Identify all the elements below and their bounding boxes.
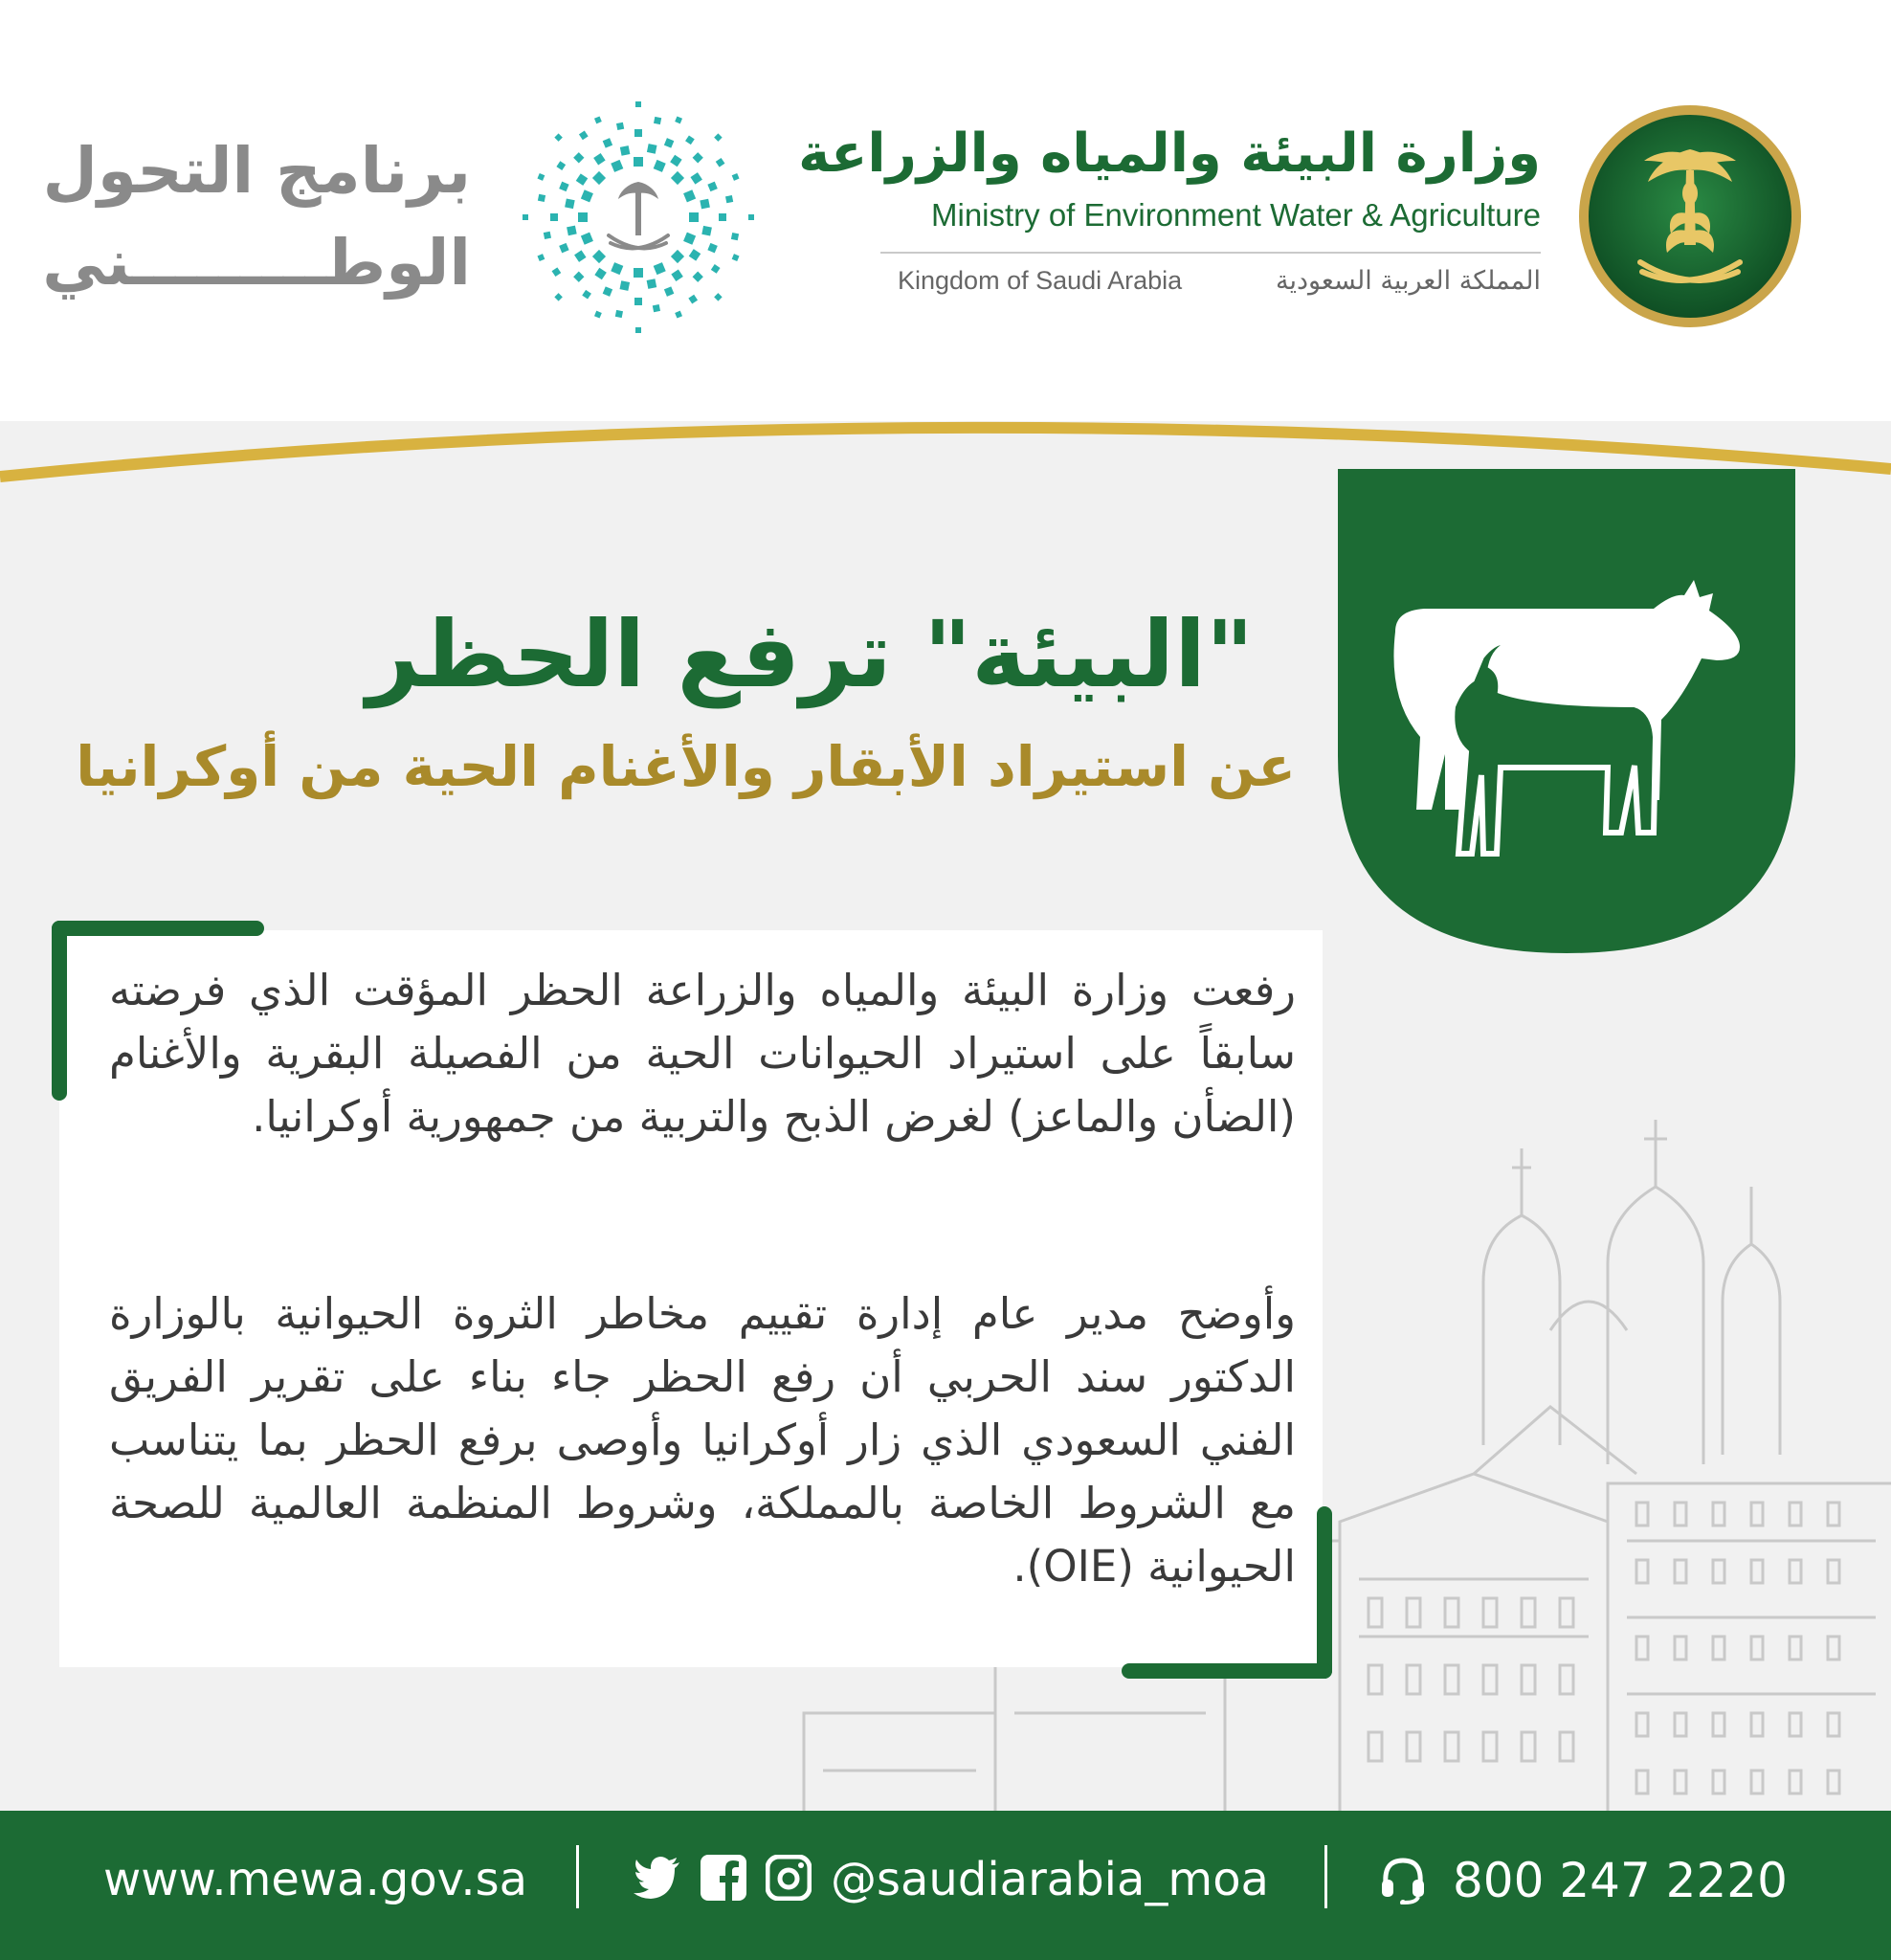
vision-2030-star-icon	[521, 100, 756, 335]
city-window	[1828, 1637, 1839, 1659]
city-window	[1368, 1732, 1382, 1761]
vision-star-dot	[634, 129, 642, 137]
vision-star-dot	[574, 250, 586, 261]
vision-star-dot	[716, 158, 725, 167]
city-window	[1790, 1713, 1801, 1736]
vision-star-dot	[664, 286, 674, 296]
city-window	[1828, 1713, 1839, 1736]
kingdom-name-en: Kingdom of Saudi Arabia	[898, 266, 1183, 295]
vision-star-dot	[654, 160, 666, 172]
vision-star-dot	[654, 117, 661, 124]
program-name-line2: الوطـــــــــني	[42, 226, 471, 300]
vision-star-dot	[559, 243, 568, 253]
vision-star-dot	[578, 212, 588, 222]
social-handle[interactable]: @saudiarabia_moa	[831, 1853, 1269, 1906]
vision-star-dot	[573, 272, 584, 282]
vision-star-dot	[685, 135, 695, 145]
city-window	[1675, 1713, 1686, 1736]
vision-star-dot	[707, 243, 717, 253]
vision-star-dot	[653, 304, 660, 312]
ministry-emblem-icon	[1575, 101, 1805, 331]
city-window	[1483, 1598, 1497, 1627]
vision-star-dot	[732, 254, 740, 261]
vision-star-dot	[556, 161, 566, 170]
corner-bracket-bottom-right	[1122, 1663, 1332, 1679]
vision-star-dot	[683, 189, 696, 202]
city-window	[1368, 1598, 1382, 1627]
vision-star-dot	[670, 155, 681, 167]
city-window	[1522, 1732, 1535, 1761]
vision-star-dot	[693, 272, 703, 282]
footer-separator	[576, 1845, 579, 1908]
city-window	[1560, 1732, 1573, 1761]
vision-star-dot	[634, 157, 643, 167]
vision-star-dot	[635, 101, 641, 107]
vision-star-dot	[594, 311, 602, 319]
city-window	[1636, 1713, 1648, 1736]
city-window	[1636, 1637, 1648, 1659]
vision-star-dot	[675, 311, 682, 319]
vision-star-dot	[620, 280, 631, 291]
article-paragraph-1: رفعت وزارة البيئة والمياه والزراعة الحظر المؤقت الذي فرضته سابقاً على استيراد الحيوانات الحية من الفصيلة البقرية والأغنام (الضأن والماعز) لغرض الذبح والتربية من جمهورية أوكرانيا.	[109, 965, 1296, 1142]
city-window	[1790, 1560, 1801, 1583]
vision-star-dot	[603, 286, 612, 296]
vision-star-dot	[576, 173, 588, 185]
vision-star-dot	[620, 145, 631, 156]
vision-star-dot	[554, 293, 562, 301]
city-window	[1522, 1598, 1535, 1627]
city-window	[1407, 1665, 1420, 1694]
city-window	[1790, 1637, 1801, 1659]
vision-star-dot	[635, 327, 641, 333]
city-window	[1751, 1560, 1763, 1583]
vision-star-dot	[592, 250, 606, 263]
vision-star-dot	[671, 269, 682, 280]
vision-star-dot	[714, 133, 722, 141]
city-window	[1445, 1732, 1458, 1761]
vision-star-dot	[634, 268, 643, 278]
vision-star-dot	[689, 249, 701, 260]
city-window	[1407, 1598, 1420, 1627]
vision-star-dot	[537, 173, 545, 181]
website-link[interactable]: www.mewa.gov.sa	[103, 1853, 528, 1906]
city-window	[1713, 1637, 1724, 1659]
vision-star-dot	[565, 199, 575, 210]
corner-bracket-bottom-right	[1317, 1506, 1332, 1679]
vision-star-dot	[714, 293, 722, 301]
instagram-icon[interactable]	[766, 1855, 812, 1901]
city-window	[1828, 1503, 1839, 1526]
livestock-shield-badge	[1338, 469, 1795, 953]
vision-star-dot	[615, 310, 623, 318]
city-window	[1713, 1771, 1724, 1793]
city-window	[1368, 1665, 1382, 1694]
headline-title: "البيئة" ترفع الحظر	[366, 601, 1254, 708]
vision-star-dot	[616, 122, 624, 130]
ministry-name-ar: وزارة البيئة والمياه والزراعة	[798, 122, 1541, 185]
city-window	[1522, 1665, 1535, 1694]
vision-star-dot	[647, 144, 657, 154]
vision-star-dot	[537, 254, 545, 261]
city-window	[1751, 1503, 1763, 1526]
city-window	[1636, 1771, 1648, 1793]
vision-star-dot	[552, 267, 562, 277]
vision-star-dot	[671, 250, 684, 263]
vision-star-dot	[582, 290, 591, 300]
city-window	[1675, 1503, 1686, 1526]
vision-star-dot	[647, 278, 657, 289]
city-window	[1751, 1771, 1763, 1793]
city-window	[1790, 1503, 1801, 1526]
vision-star-dot	[579, 131, 589, 141]
vision-star-dot	[664, 138, 674, 147]
city-window	[1713, 1560, 1724, 1583]
city-window	[1483, 1732, 1497, 1761]
vision-star-dot	[700, 199, 710, 210]
headset-icon	[1378, 1855, 1428, 1904]
vision-star-dot	[550, 213, 558, 221]
city-window	[1713, 1713, 1724, 1736]
vision-star-dot	[654, 262, 666, 275]
kingdom-name-ar: المملكة العربية السعودية	[1275, 266, 1541, 296]
vision-star-dot	[689, 212, 699, 222]
vision-star-dot	[554, 133, 562, 141]
city-window	[1790, 1771, 1801, 1793]
vision-star-dot	[732, 173, 740, 181]
ministry-divider	[880, 252, 1541, 254]
vision-star-dot	[544, 232, 551, 239]
headline-subtitle: عن استيراد الأبقار والأغنام الحية من أوكرانيا	[76, 734, 1296, 799]
city-window	[1636, 1503, 1648, 1526]
vision-star-dot	[748, 214, 754, 220]
vision-star-dot	[603, 138, 612, 147]
vision-star-dot	[671, 171, 684, 185]
vision-star-dot	[567, 226, 577, 236]
vision-star-dot	[592, 171, 606, 185]
vision-star-dot	[634, 298, 642, 305]
vision-star-dot	[573, 152, 584, 163]
vision-star-dot	[688, 295, 698, 304]
vision-star-dot	[594, 116, 602, 123]
facebook-icon[interactable]	[701, 1855, 746, 1901]
vision-star-dot	[593, 153, 605, 165]
vision-star-dot	[725, 195, 733, 203]
ministry-name-en: Ministry of Environment Water & Agriculture	[931, 197, 1541, 233]
vision-star-dot	[581, 233, 593, 245]
vision-star-dot	[611, 262, 623, 275]
city-window	[1560, 1598, 1573, 1627]
vision-star-dot	[538, 194, 545, 202]
city-window	[1751, 1637, 1763, 1659]
vision-star-dot	[719, 213, 726, 221]
city-window	[1636, 1560, 1648, 1583]
city-window	[1751, 1713, 1763, 1736]
city-window	[1828, 1560, 1839, 1583]
city-window	[1483, 1665, 1497, 1694]
twitter-icon[interactable]	[634, 1857, 681, 1901]
vision-star-dot	[611, 160, 623, 172]
corner-bracket-top-left	[52, 921, 67, 1101]
vision-star-dot	[675, 116, 682, 123]
vision-star-dot	[690, 172, 701, 184]
vision-star-dot	[683, 233, 696, 245]
city-window	[1675, 1637, 1686, 1659]
vision-star-dot	[559, 182, 568, 191]
city-window	[1713, 1503, 1724, 1526]
vision-star-dot	[707, 182, 717, 191]
article-paragraph-2: وأوضح مدير عام إدارة تقييم مخاطر الثروة الحيوانية بالوزارة الدكتور سند الحربي أن رفع الحظر جاء بناء على تقرير الفريق الفني السعودي الذي زار أوكرانيا وأوصى برفع الحظر بما يتناسب مع الشروط الخاصة بالمملكة، وشروط المنظمة العالمية للصحة الحيوانية (OIE).	[109, 1288, 1296, 1592]
city-window	[1828, 1771, 1839, 1793]
vision-star-dot	[711, 264, 721, 274]
city-window	[1407, 1732, 1420, 1761]
city-window	[1445, 1665, 1458, 1694]
program-name-line1: برنامج التحول	[42, 134, 471, 208]
vision-star-dot	[693, 152, 703, 163]
vision-star-dot	[523, 214, 528, 220]
corner-bracket-top-left	[52, 921, 264, 936]
city-window	[1560, 1665, 1573, 1694]
city-window	[1675, 1771, 1686, 1793]
phone-number[interactable]: 800 247 2220	[1453, 1853, 1788, 1908]
vision-star-dot	[594, 268, 606, 279]
vision-star-dot	[581, 189, 593, 202]
footer-separator	[1324, 1845, 1327, 1908]
vision-star-dot	[701, 226, 712, 236]
city-window	[1445, 1598, 1458, 1627]
vision-star-dot	[731, 233, 739, 240]
city-window	[1675, 1560, 1686, 1583]
